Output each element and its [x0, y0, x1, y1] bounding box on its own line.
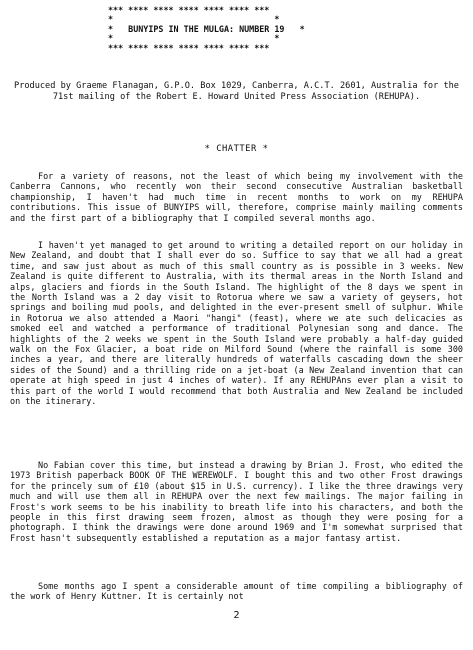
body-paragraph: For a variety of reasons, not the least of which being my involvement with the Canberra Cannons, who recently won their second consecutive Australian basketball championship, I haven't had much time in recent months to work on my REHUPA contributions. This issue of BUNYIPS will, therefore, comprise mainly mailing comments and the first part of a bibliography that I compiled several months ago. [10, 171, 463, 223]
document-title: * BUNYIPS IN THE MULGA: NUMBER 19 * [108, 23, 305, 34]
title-box-border-bottom: *** **** **** **** **** **** *** [108, 42, 270, 53]
title-box [108, 6, 364, 53]
title-box-border-side: * * [108, 14, 280, 25]
body-paragraph: I haven't yet managed to get around to writing a detailed report on our holiday in New Zealand, and doubt that I shall ever do so. Suffice to say that we all had a great time, and saw just about as much of this small country as is possible in 3 weeks. New Zealand is quite different to Australia, with its thermal areas in the North Island and alps, glaciers and fiords in the South Island. The highlight of the 8 days we spent in the North Island was a 2 day visit to Rotorua where we saw a variety of geysers, hot springs and boiling mud pools, and delighted in the ever-present smell of sulphur. While in Rotorua we also attended a Maori "hangi" (feast), where we ate such delicacies as smoked eel and watched a performance of traditional Polynesian song and dance. The highlights of the 2 weeks we spent in the South Island were probably a half-day guided walk on the Fox Glacier, a boat ride on Milford Sound (where the rainfall is some 300 inches a year, and there are literally hundreds of waterfalls cascading down the sheer sides of the Sound) and a thrilling ride on a jet-boat (a New Zealand invention that can operate at high speed in just 4 inches of water). If any REHUPAns ever plan a visit to this part of the world I would recommend that both Australia and New Zealand be included on the itinerary. [10, 240, 463, 407]
title-box-border-top: *** **** **** **** **** **** *** [108, 5, 270, 15]
producer-credit: Produced by Graeme Flanagan, G.P.O. Box 1029, Canberra, A.C.T. 2601, Australia for the 71st mailing of the Robert E. Howard United Press Association (REHUPA). [14, 81, 459, 102]
body-paragraph: Some months ago I spent a considerable amount of time compiling a bibliography of the work of Henry Kuttner. It is certainly not [10, 581, 463, 602]
page-number: 2 [233, 610, 240, 621]
section-heading: * CHATTER * [204, 144, 269, 154]
body-paragraph: No Fabian cover this time, but instead a drawing by Brian J. Frost, who edited the 1973 British paperback BOOK OF THE WEREWOLF. I bought this and two other Frost drawings for the princely sum of £10 (about $15 in U.S. currency). I like the three drawings very much and will use them all in REHUPA over the next few mailings. The major failing in Frost's work seems to be his inability to breath life into his characters, and both the people in this first drawing seem frozen, almost as though they were posing for a photograph. I think the drawings were done around 1969 and I'm somewhat surprised that Frost hasn't subsequently established a reputation as a major fantasy artist. [10, 460, 463, 543]
title-box-border-side: * * [108, 33, 280, 44]
